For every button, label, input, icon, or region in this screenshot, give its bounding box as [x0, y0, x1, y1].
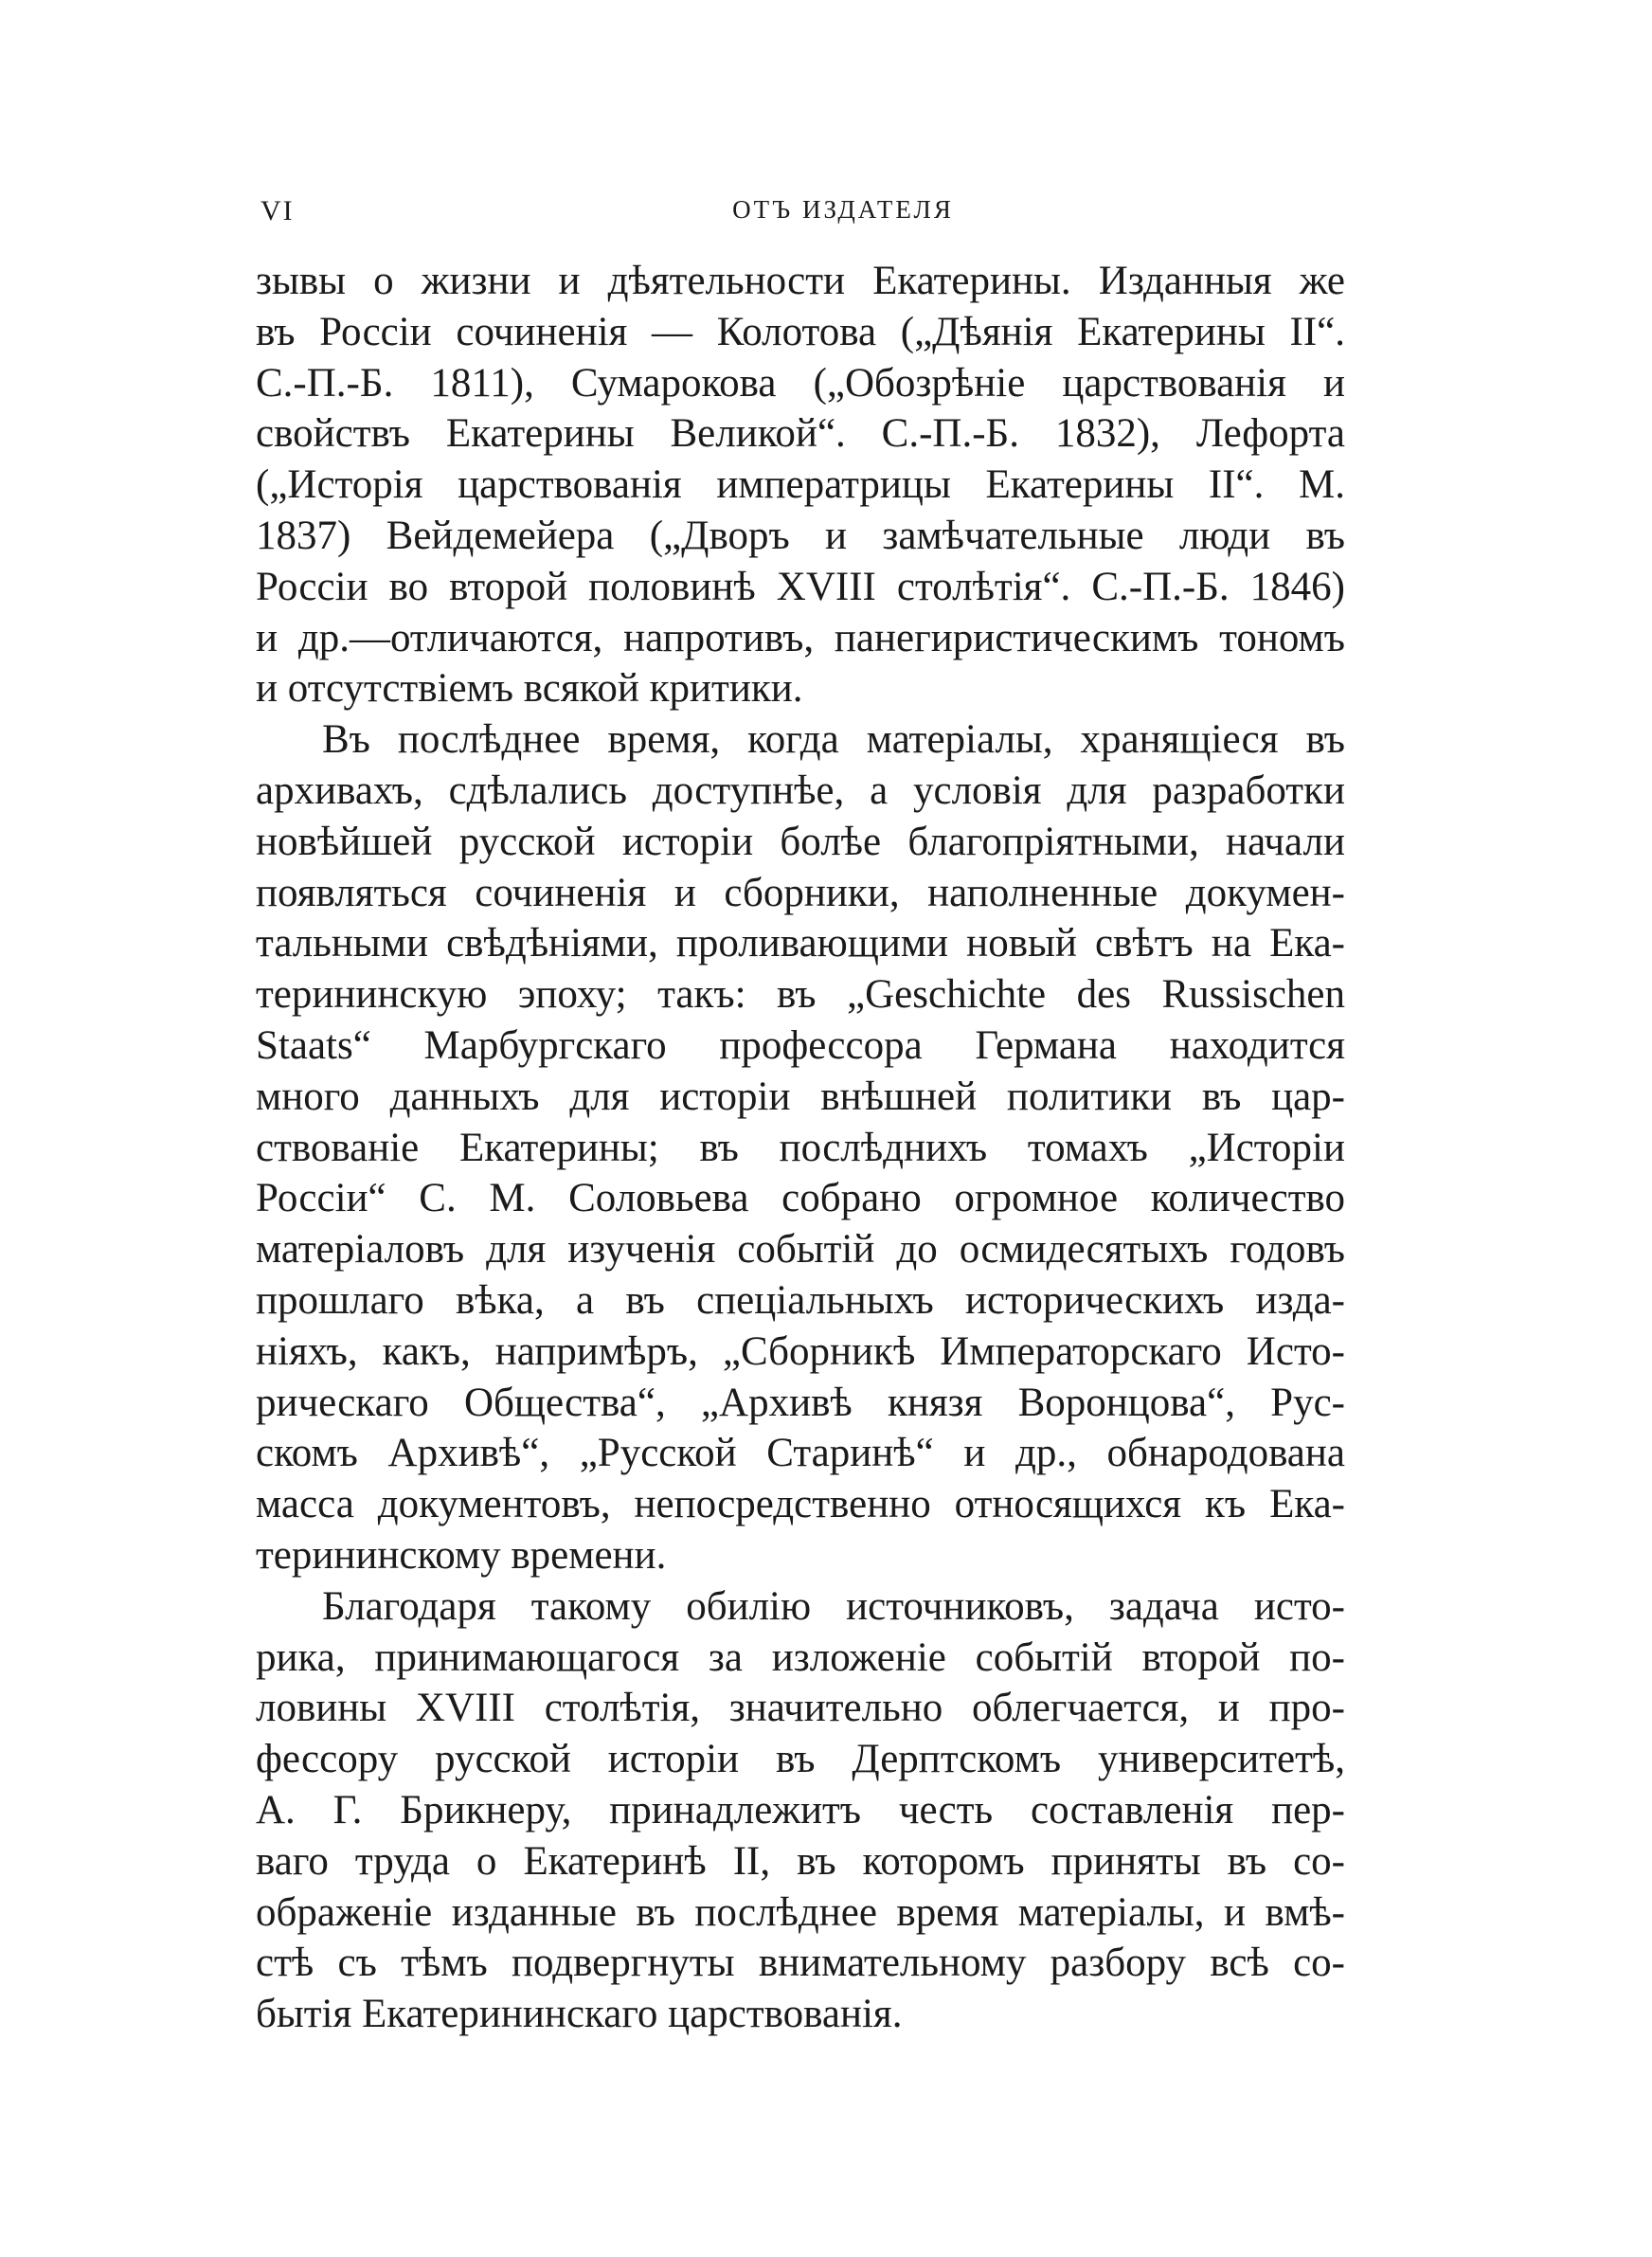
text-line: и др.—отличаются, напротивъ, панегиристическимъ тономъ — [256, 615, 1345, 660]
text-line: скомъ Архивѣ“, „Русской Старинѣ“ и др., обнародована — [256, 1431, 1345, 1476]
text-line: 1837) Вейдемейера („Дворъ и замѣчательные люди въ — [256, 513, 1345, 558]
paragraph-first-line: Благодаря такому обилiю источниковъ, задача исто- — [322, 1583, 1345, 1629]
text-line: („Исторiя царствованiя императрицы Екатерины II“. М. — [256, 462, 1345, 508]
text-line: матерiаловъ для изученiя событiй до осмидесятыхъ годовъ — [256, 1227, 1345, 1273]
paragraph-first-line: Въ послѣднее время, когда матерiалы, хранящiеся въ — [322, 717, 1345, 763]
text-line: въ Россiи сочиненiя — Колотова („Дѣянiя Екатерины II“. — [256, 309, 1345, 354]
text-line: много данныхъ для исторiи внѣшней политики въ цар- — [256, 1074, 1345, 1119]
text-line: фессору русской исторiи въ Дерптскомъ университетѣ, — [256, 1737, 1345, 1782]
text-line: бытiя Екатерининскаго царствованiя. — [256, 1992, 903, 2037]
text-line: нiяхъ, какъ, напримѣръ, „Сборникѣ Императорскаго Исто- — [256, 1328, 1345, 1374]
text-line: новѣйшей русской исторiи болѣе благопрiятными, начали — [256, 819, 1345, 864]
text-line: свойствъ Екатерины Великой“. С.-П.-Б. 1832), Лефорта — [256, 411, 1345, 457]
text-line: прошлаго вѣка, а въ спецiальныхъ историческихъ изда- — [256, 1277, 1345, 1323]
text-line: С.-П.-Б. 1811), Сумарокова („Обозрѣнiе царствованiя и — [256, 360, 1345, 406]
running-head: ОТЪ ИЗДАТЕЛЯ — [732, 195, 954, 224]
text-line: ловины XVIII столѣтiя, значительно облегчается, и про- — [256, 1686, 1345, 1731]
text-line: и отсутствiемъ всякой критики. — [256, 666, 803, 712]
text-line: Россiи“ С. М. Соловьева собрано огромное количество — [256, 1176, 1345, 1221]
text-line: Staats“ Марбургскаго профессора Германа находится — [256, 1022, 1345, 1068]
text-line: ваго труда о Екатеринѣ II, въ которомъ приняты въ со- — [256, 1838, 1345, 1884]
text-line: рика, принимающагося за изложенiе событiй второй по- — [256, 1634, 1345, 1680]
page-number: VI — [260, 195, 295, 226]
text-line: ображенiе изданные въ послѣднее время матерiалы, и вмѣ- — [256, 1889, 1345, 1935]
text-line: Россiи во второй половинѣ XVIII столѣтiя“. С.-П.-Б. 1846) — [256, 564, 1345, 609]
text-line: рическаго Общества“, „Архивѣ князя Воронцова“, Рус- — [256, 1380, 1345, 1425]
text-line: стѣ съ тѣмъ подвергнуты внимательному разбору всѣ со- — [256, 1941, 1345, 1986]
text-line: А. Г. Брикнеру, принадлежитъ честь составленiя пер- — [256, 1787, 1345, 1833]
text-line: ствованiе Екатерины; въ послѣднихъ томахъ „Исторiи — [256, 1125, 1345, 1170]
text-line: масса документовъ, непосредственно относящихся къ Ека- — [256, 1482, 1345, 1527]
text-line: терининскую эпоху; такъ: въ „Geschichte des Russischen — [256, 972, 1345, 1018]
text-line: появляться сочиненiя и сборники, наполненные докумен- — [256, 870, 1345, 915]
text-line: терининскому времени. — [256, 1532, 667, 1578]
text-column — [256, 256, 1345, 2040]
text-line: зывы о жизни и дѣятельности Екатерины. Изданныя же — [256, 259, 1345, 303]
text-line: архивахъ, сдѣлались доступнѣе, а условiя для разработки — [256, 767, 1345, 813]
text-line: тальными свѣдѣнiями, проливающими новый свѣтъ на Ека- — [256, 921, 1345, 966]
